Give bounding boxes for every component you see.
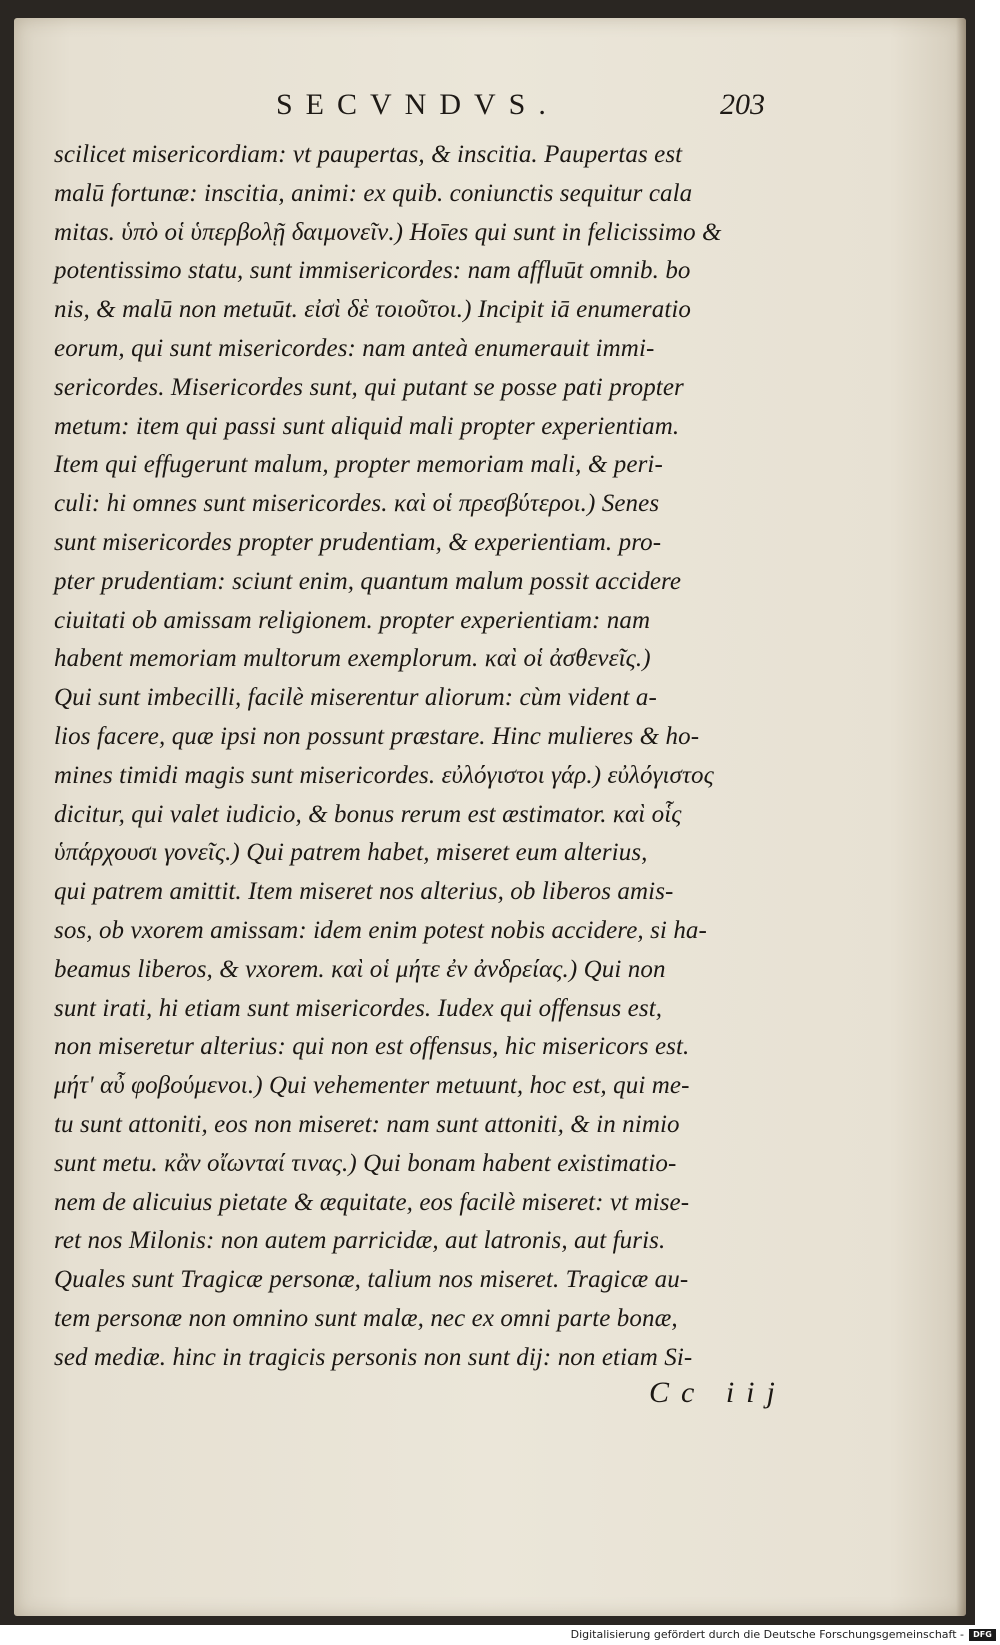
text-line: ret nos Milonis: non autem parricidæ, aut latronis, aut furis. bbox=[54, 1227, 666, 1255]
text-line: Item qui effugerunt malum, propter memoriam mali, & peri- bbox=[54, 451, 663, 479]
text-line: sunt irati, hi etiam sunt misericordes. Iudex qui offensus est, bbox=[54, 994, 663, 1022]
footer-bar bbox=[0, 1627, 1000, 1645]
text-line: scilicet misericordiam: vt paupertas, & inscitia. Paupertas est bbox=[54, 141, 683, 168]
text-line: μήτ' αὖ φοβούμενοι.) Qui vehementer metuunt, hoc est, qui me- bbox=[54, 1072, 690, 1100]
text-line: beamus liberos, & vxorem. καὶ οἱ μήτε ἐν ἀνδρείας.) Qui non bbox=[54, 955, 666, 983]
text-line: mines timidi magis sunt misericordes. εὐλόγιστοι γάρ.) εὐλόγιστος bbox=[54, 761, 714, 789]
book-page bbox=[14, 18, 966, 1616]
text-line: ciuitati ob amissam religionem. propter experientiam: nam bbox=[54, 606, 651, 634]
text-line: sed mediæ. hinc in tragicis personis non sunt dij: non etiam Si- bbox=[54, 1343, 693, 1371]
funding-credit: Digitalisierung gefördert durch die Deutsche Forschungsgemeinschaft - bbox=[570, 1628, 964, 1641]
text-line: sunt metu. κἂν οἴωνταί τινας.) Qui bonam habent existimatio- bbox=[54, 1149, 677, 1177]
text-line: eorum, qui sunt misericordes: nam anteà enumerauit immi- bbox=[54, 334, 655, 362]
text-line: metum: item qui passi sunt aliquid mali propter experientiam. bbox=[54, 412, 680, 440]
text-line: pter prudentiam: sciunt enim, quantum malum possit accidere bbox=[54, 567, 682, 595]
text-line: non miseretur alterius: qui non est offensus, hic misericors est. bbox=[54, 1033, 690, 1061]
text-line: qui patrem amittit. Item miseret nos alterius, ob liberos amis- bbox=[54, 878, 674, 906]
text-line: Quales sunt Tragicæ personæ, talium nos miseret. Tragicæ au- bbox=[54, 1266, 689, 1294]
text-line: sunt misericordes propter prudentiam, & experientiam. pro- bbox=[54, 528, 662, 556]
page-edge-shadow bbox=[956, 18, 966, 1616]
text-line: habent memoriam multorum exemplorum. καὶ οἱ ἀσθενεῖς.) bbox=[54, 645, 651, 673]
text-line: lios facere, quæ ipsi non possunt præstare. Hinc mulieres & ho- bbox=[54, 722, 700, 750]
text-line: tem personæ non omnino sunt malæ, nec ex omni parte bonæ, bbox=[54, 1304, 678, 1332]
text-line: dicitur, qui valet iudicio, & bonus rerum est æstimator. καὶ οἷς bbox=[54, 800, 682, 828]
dfg-logo-icon: DFG bbox=[969, 1629, 996, 1641]
running-head bbox=[14, 88, 966, 128]
text-line: sos, ob vxorem amissam: idem enim potest nobis accidere, si ha- bbox=[54, 916, 707, 944]
folio-number: 203 bbox=[720, 88, 765, 121]
text-line: tu sunt attoniti, eos non miseret: nam sunt attoniti, & in nimio bbox=[54, 1110, 680, 1138]
text-line: nem de alicuius pietate & æquitate, eos facilè miseret: vt mise- bbox=[54, 1188, 690, 1216]
text-line: nis, & malū non metuūt. εἰσὶ δὲ τοιοῦτοι.) Incipit iā enumeratio bbox=[54, 296, 692, 324]
text-line: malū fortunæ: inscitia, animi: ex quib. coniunctis sequitur cala bbox=[54, 179, 693, 207]
signature-mark: Cc iij bbox=[649, 1376, 787, 1409]
text-block bbox=[54, 136, 814, 1378]
running-title: SECVNDVS. bbox=[276, 88, 559, 121]
text-line: mitas. ὑπὸ οἱ ὑπερβολῇ δαιμονεῖν.) Hoīes qui sunt in felicissimo & bbox=[54, 218, 722, 246]
text-line: potentissimo statu, sunt immisericordes: nam affluūt omnib. bo bbox=[54, 257, 691, 285]
text-line: Qui sunt imbecilli, facilè miserentur aliorum: cùm vident a- bbox=[54, 684, 657, 712]
text-line: ὑπάρχουσι γονεῖς.) Qui patrem habet, miseret eum alterius, bbox=[54, 839, 648, 867]
text-line: sericordes. Misericordes sunt, qui putant se posse pati propter bbox=[54, 373, 684, 401]
text-line: culi: hi omnes sunt misericordes. καὶ οἱ πρεσβύτεροι.) Senes bbox=[54, 490, 660, 518]
